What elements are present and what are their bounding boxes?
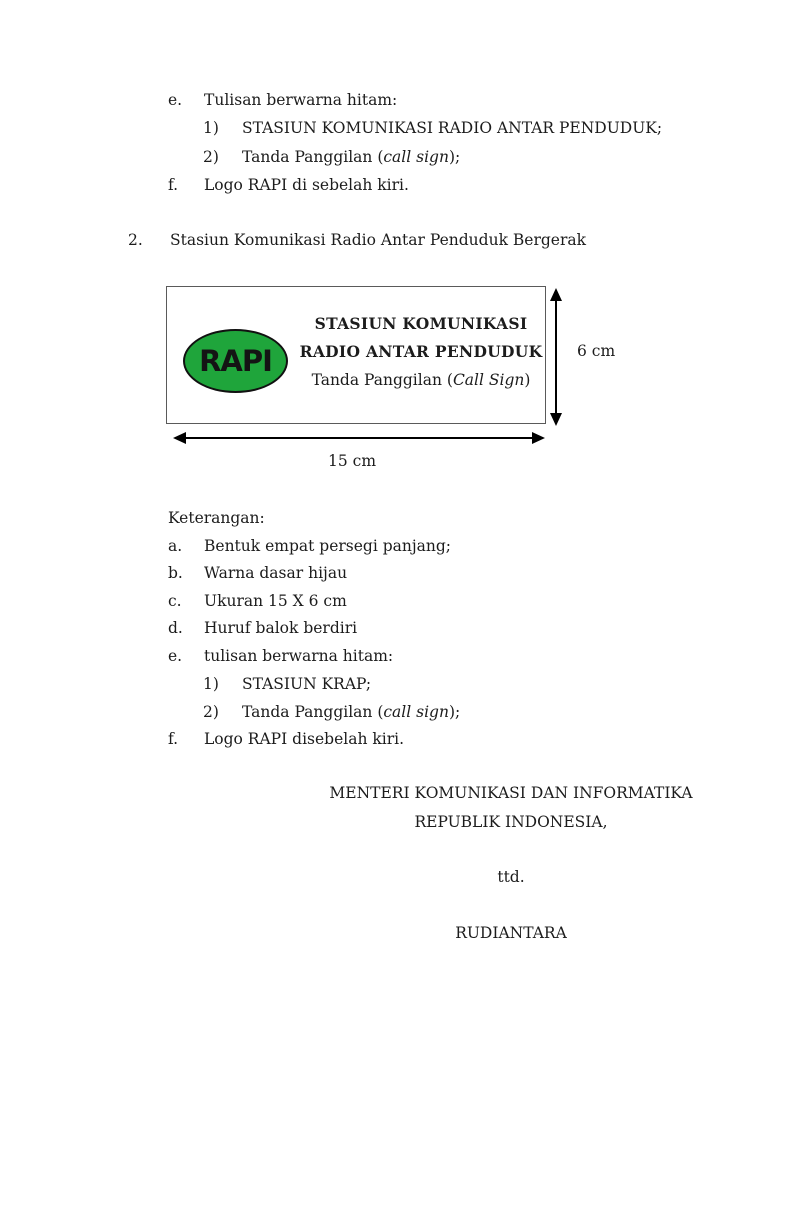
signature-name: RUDIANTARA [455,924,567,942]
list-subitem-text: STASIUN KOMUNIKASI RADIO ANTAR PENDUDUK; [242,119,663,137]
signature-ttd: ttd. [497,868,525,886]
list-item-label: c. [168,592,182,610]
width-dimension-label: 15 cm [327,452,377,470]
section-number: 2. [128,231,143,249]
list-item-label: f. [168,176,179,194]
list-subitem-label: 1) [203,119,219,137]
list-subitem-label: 1) [203,675,219,693]
list-item-text: Bentuk empat persegi panjang; [204,537,452,555]
list-item-label: f. [168,730,179,748]
list-item-text: Huruf balok berdiri [204,619,358,637]
signage-line-2: RADIO ANTAR PENDUDUK [299,342,543,361]
signage-line-1: STASIUN KOMUNIKASI [314,314,528,333]
list-subitem-label: 2) [203,703,219,721]
list-subitem-label: 2) [203,148,219,166]
keterangan-item-c [168,591,347,611]
list-item-text: Warna dasar hijau [204,564,348,582]
signage-box [166,286,546,424]
signature-title-line-2: REPUBLIK INDONESIA, [414,813,608,831]
list-item-text: Ukuran 15 X 6 cm [204,592,347,610]
list-item-text: tulisan berwarna hitam: [204,647,394,665]
keterangan-item-d [168,618,357,638]
list-item-label: a. [168,537,183,555]
list-item-text: Logo RAPI di sebelah kiri. [204,176,409,194]
section-heading [128,230,586,250]
list-item-e [168,90,397,110]
height-dimension-label: 6 cm [577,342,616,360]
list-item-label: e. [168,91,183,109]
keterangan-subitem-2 [203,702,460,722]
keterangan-item-b [168,563,347,583]
list-item-label: d. [168,619,183,637]
signage-text [295,310,547,394]
list-subitem-text: Tanda Panggilan (call sign); [242,148,461,166]
list-item-label: e. [168,647,183,665]
keterangan-subitem-1 [203,674,371,694]
signature-title-line-1: MENTERI KOMUNIKASI DAN INFORMATIKA [329,784,693,802]
height-dimension-arrow [547,288,565,426]
list-subitem-text: STASIUN KRAP; [242,675,372,693]
keterangan-item-e [168,646,393,666]
list-item-label: b. [168,564,183,582]
keterangan-title: Keterangan: [168,509,265,527]
section-title: Stasiun Komunikasi Radio Antar Penduduk Bergerak [170,231,586,249]
keterangan-item-f [168,729,404,749]
signage-line-3: Tanda Panggilan (Call Sign) [311,371,531,389]
list-subitem-2 [203,147,460,167]
width-dimension-arrow [173,429,545,447]
list-item-text: Logo RAPI disebelah kiri. [204,730,405,748]
rapi-logo [183,329,288,393]
list-item-f [168,175,409,195]
keterangan-item-a [168,536,451,556]
rapi-logo-text: RAPI [199,344,272,378]
list-subitem-1 [203,118,662,138]
list-subitem-text: Tanda Panggilan (call sign); [242,703,461,721]
list-item-text: Tulisan berwarna hitam: [204,91,398,109]
